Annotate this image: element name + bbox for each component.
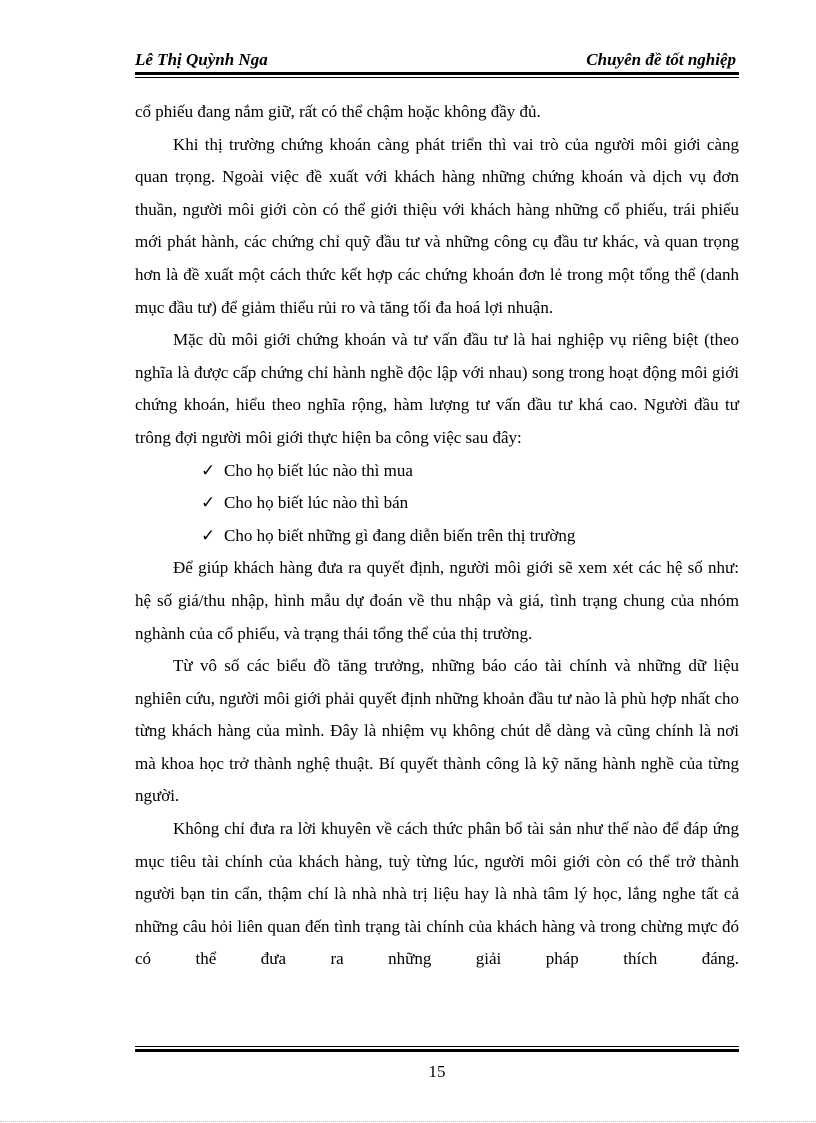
footer-rule-thin (135, 1046, 739, 1047)
page-number: 15 (428, 1062, 446, 1081)
checkmark-icon: ✓ (201, 525, 216, 545)
paragraph-broker-role: Khi thị trường chứng khoán càng phát triển thì vai trò của người môi giới càng quan trọng. Ngoài việc đề xuất với khách hàng những chứng khoán và dịch vụ đơn thuần, người môi giới còn có thể giới thiệu với khách hàng những cổ phiếu, trái phiếu mới phát hành, các chứng chỉ quỹ đầu tư và những công cụ đầu tư khác, và quan trọng hơn là đề xuất một cách thức kết hợp các chứng khoán đơn lẻ trong một tổng thể (danh mục đầu tư) để giảm thiểu rủi ro và tăng tối đa hoá lợi nhuận. (135, 134, 739, 317)
list-item-text: Cho họ biết lúc nào thì mua (224, 460, 413, 480)
paragraph-advisory: Mặc dù môi giới chứng khoán và tư vấn đầu tư là hai nghiệp vụ riêng biệt (theo nghĩa là được cấp chứng chỉ hành nghề độc lập với nhau) song trong hoạt động môi giới chứng khoán, hiểu theo nghĩa rộng, hàm lượng tư vấn đầu tư khá cao. Người đầu tư trông đợi người môi giới thực hiện ba công việc sau đây: (135, 330, 739, 447)
checklist (135, 455, 739, 553)
page-header (135, 50, 736, 72)
checkmark-icon: ✓ (201, 493, 216, 513)
paragraph-continuation: cổ phiếu đang nắm giữ, rất có thể chậm hoặc không đầy đủ. (135, 102, 541, 121)
checkmark-icon: ✓ (201, 460, 216, 480)
paragraph-research: Từ vô số các biểu đồ tăng trưởng, những báo cáo tài chính và những dữ liệu nghiên cứu, người môi giới phải quyết định những khoản đầu tư nào là phù hợp nhất cho từng khách hàng của mình. Đây là nhiệm vụ không chút dễ dàng và cũng chính là nơi mà khoa học trở thành nghệ thuật. Bí quyết thành công là kỹ năng hành nghề của từng người. (135, 656, 739, 806)
list-item (135, 455, 739, 488)
footer-rule-thick (135, 1049, 739, 1052)
paragraph-counsel: Không chỉ đưa ra lời khuyên về cách thức phân bổ tài sản như thế nào để đáp ứng mục tiêu tài chính của khách hàng, tuỳ từng lúc, người môi giới còn có thể trở thành người bạn tin cẩn, thậm chí là nhà nhà trị liệu hay là nhà tâm lý học, lắng nghe tất cả những câu hỏi liên quan đến tình trạng tài chính của khách hàng và trong chừng mực đó có thể đưa ra những giải pháp thích đáng. (135, 819, 739, 969)
header-document-type: Chuyên đề tốt nghiệp (586, 50, 736, 69)
list-item-text: Cho họ biết những gì đang diễn biến trên thị trường (224, 525, 576, 545)
list-item-text: Cho họ biết lúc nào thì bán (224, 493, 409, 513)
page-break-line (0, 1121, 816, 1122)
paragraph-decision: Để giúp khách hàng đưa ra quyết định, người môi giới sẽ xem xét các hệ số như: hệ số giá/thu nhập, hình mẫu dự đoán về thu nhập và giá, tình trạng chung của nhóm nghành của cổ phiếu, và trạng thái tổng thể của thị trường. (135, 558, 739, 643)
list-item (135, 520, 739, 553)
list-item (135, 487, 739, 520)
header-author: Lê Thị Quỳnh Nga (135, 50, 268, 69)
header-rule-thin (135, 77, 739, 78)
header-rule-thick (135, 72, 739, 75)
document-body (135, 96, 739, 976)
